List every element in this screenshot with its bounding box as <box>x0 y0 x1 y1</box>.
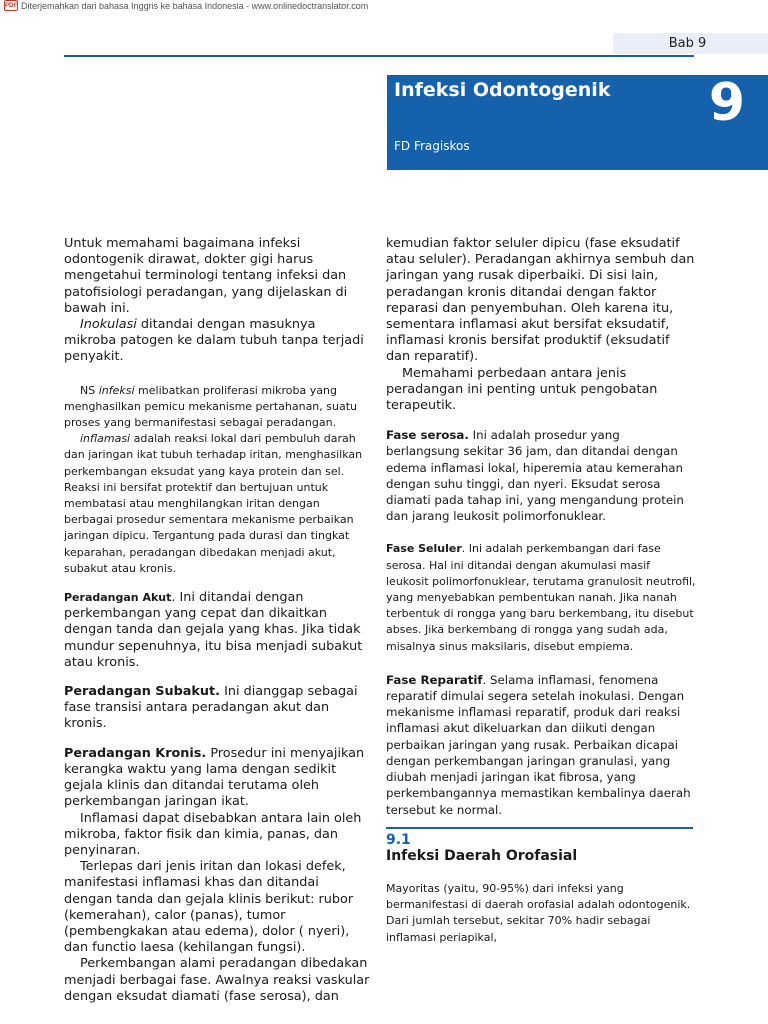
paragraph: Untuk memahami bagaimana infeksi odontogenik dirawat, dokter gigi harus mengetahui terminologi tentang infeksi dan patofisiologi peradangan, yang dijelaskan di bawah ini. <box>64 236 348 316</box>
paragraph: inflamasi adalah reaksi lokal dari pembuluh darah dan jaringan ikat tubuh terhadap iritan, menghasilkan perkembangan eksudat yang kaya protein dan sel. Reaksi ini bersifat protektif dan bertujuan untuk membatasi atau menghilangkan iritan dengan berbagai prosedur sementara mekanisme perbaikan jaringan dipicu. Tergantung pada durasi dan tingkat keparahan, peradangan dibedakan menjadi akut, subakut atau kronis. <box>64 432 363 575</box>
section-rule <box>386 827 693 829</box>
pdf-logo-icon: PDF <box>4 0 18 11</box>
paragraph: Inflamasi dapat disebabkan antara lain oleh mikroba, faktor fisik dan kimia, panas, dan penyinaran. <box>64 810 362 858</box>
paragraph: Fase serosa. Ini adalah prosedur yang berlangsung sekitar 36 jam, dan ditandai dengan edema inflamasi lokal, hiperemia atau kemerahan dengan suhu tinggi, dan nyeri. Eksudat serosa diamati pada tahap ini, yang mengandung protein dan jarang leukosit polimorfonuklear. <box>386 428 684 524</box>
paragraph: Fase Seluler. Ini adalah perkembangan dari fase serosa. Hal ini ditandai dengan akumulasi masif leukosit polimorfonuklear, terutama granulosit neutrofil, yang menyebabkan pembentukan nanah. Jika nanah terbentuk di rongga yang baru berkembang, itu disebut abses. Jika berkembang di rongga yang sudah ada, misalnya sinus maksilaris, disebut empiema. <box>386 542 696 653</box>
paragraph: NS infeksi melibatkan proliferasi mikroba yang menghasilkan pemicu mekanisme pertahanan, suatu proses yang bermanifestasi sebagai peradangan. <box>64 383 357 430</box>
run-in-heading: Fase Reparatif <box>386 672 483 687</box>
run-in-heading: Peradangan Kronis. <box>64 745 207 761</box>
translator-banner <box>4 0 368 11</box>
run-in-heading: Fase serosa. <box>386 428 469 443</box>
paragraph: kemudian faktor seluler dipicu (fase eksudatif atau seluler). Peradangan akhirnya sembuh dan jaringan yang rusak diperbaiki. Di sisi lain, peradangan kronis ditandai dengan faktor reparasi dan penyembuhan. Oleh karena itu, sementara inflamasi akut bersifat eksudatif, inflamasi kronis bersifat produktif (eksudatif dan reparatif). <box>386 236 695 365</box>
chapter-number: 9 <box>708 73 745 133</box>
run-in-heading: Peradangan Subakut. <box>64 684 220 700</box>
section-body <box>386 881 696 946</box>
paragraph: Peradangan Subakut. Ini dianggap sebagai fase transisi antara peradangan akut dan kronis. <box>64 684 358 732</box>
translator-banner-text[interactable]: Diterjemahkan dari bahasa Inggris ke bahasa Indonesia - www.onlinedoctranslator.com <box>21 0 369 11</box>
term: inflamasi <box>80 432 131 446</box>
paragraph: Perkembangan alami peradangan dibedakan menjadi berbagai fase. Awalnya reaksi vaskular dengan eksudat diamati (fase serosa), dan <box>64 956 370 1004</box>
term: Inokulasi <box>80 317 137 333</box>
section-number: 9.1 <box>386 832 411 848</box>
paragraph: Memahami perbedaan antara jenis peradangan ini penting untuk pengobatan terapeutik. <box>386 365 658 414</box>
run-in-heading: Peradangan Akut <box>64 591 172 605</box>
section-title: Infeksi Daerah Orofasial <box>386 848 578 864</box>
paragraph: Inokulasi ditandai dengan masuknya mikroba patogen ke dalam tubuh tanpa terjadi penyakit. <box>64 317 364 365</box>
left-column <box>64 236 370 1005</box>
paragraph: Terlepas dari jenis iritan dan lokasi defek, manifestasi inflamasi khas dan ditandai dengan tanda dan gejala klinis berikut: rubor (kemerahan), calor (panas), tumor (pembengkakan atau edema), dolor ( nyeri), dan functio laesa (kehilangan fungsi). <box>64 859 354 956</box>
chapter-title-block <box>387 75 768 170</box>
paragraph: Mayoritas (yaitu, 90-95%) dari infeksi yang bermanifestasi di daerah orofasial adalah odontogenik. Dari jumlah tersebut, sekitar 70% hadir sebagai inflamasi periapikal, <box>386 882 691 944</box>
chapter-author: FD Fragiskos <box>394 139 470 153</box>
right-column <box>386 236 696 818</box>
paragraph: Peradangan Kronis. Prosedur ini menyajikan kerangka waktu yang lama dengan sedikit gejala klinis dan ditandai terutama oleh perkembangan jaringan ikat. <box>64 745 365 810</box>
chapter-title: Infeksi Odontogenik <box>394 79 611 101</box>
run-in-heading: Fase Seluler <box>386 542 462 556</box>
paragraph: Peradangan Akut. Ini ditandai dengan perkembangan yang cepat dan dikaitkan dengan tanda dan gejala yang khas. Jika tidak mundur sepenuhnya, itu bisa menjadi subakut atau kronis. <box>64 590 363 670</box>
chapter-tab: Bab 9 <box>613 33 768 54</box>
term: infeksi <box>98 383 135 397</box>
header-rule <box>64 55 694 57</box>
paragraph: Fase Reparatif. Selama inflamasi, fenomena reparatif dimulai segera setelah inokulasi. Dengan mekanisme inflamasi reparatif, produk dari reaksi inflamasi akut dikeluarkan dan diikuti dengan perbaikan jaringan yang rusak. Perbaikan dicapai dengan perkembangan jaringan granulasi, yang diubah menjadi jaringan ikat fibrosa, yang perkembangannya memastikan kembalinya daerah tersebut ke normal. <box>386 672 691 817</box>
